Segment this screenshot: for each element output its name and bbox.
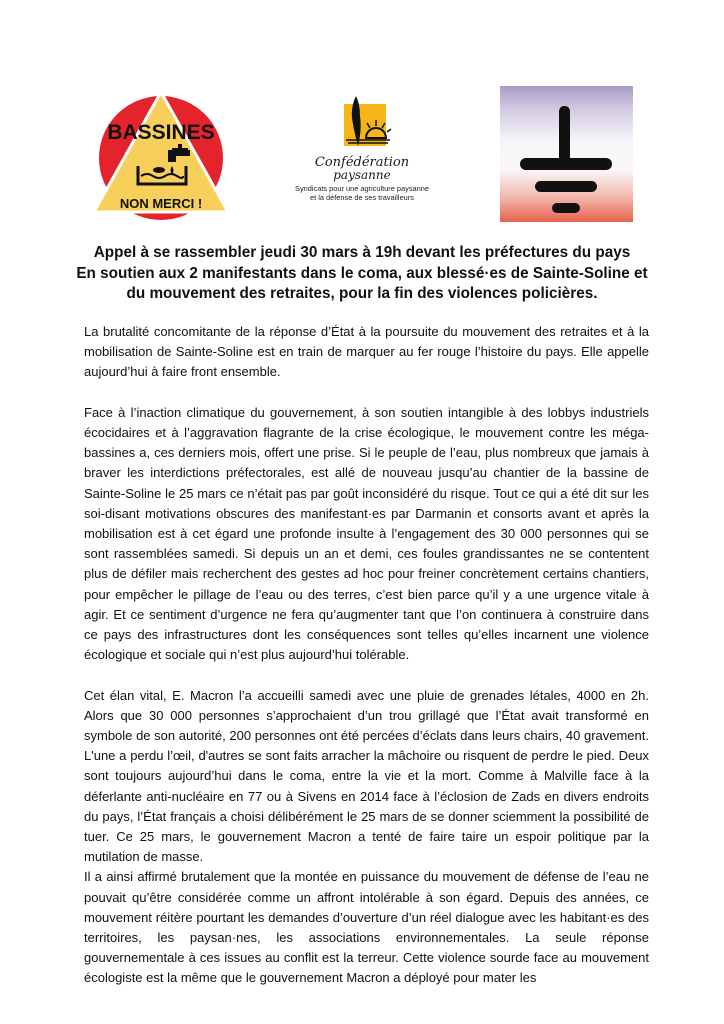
confederation-name: Confédération [314,155,410,170]
paragraph-1: La brutalité concomitante de la réponse d’État à la poursuite du mouvement des retraites et à la mobilisation de Sainte-Soline est en train de marquer au fer rouge l’histoire du pays. Elle appelle aujourd’hui à faire front ensemble. [84,324,649,380]
paysanne-name: paysanne [333,168,391,182]
wheat-sun-icon [332,92,392,152]
title-line-2: En soutien aux 2 manifestants dans le coma, aux blessé·es de Sainte-Soline et [76,264,648,282]
non-merci-text: NON MERCI ! [119,196,203,211]
page-title [60,243,664,305]
paragraph-3: Cet élan vital, E. Macron l’a accueilli samedi avec une pluie de grenades létales, 4000 en 2h. Alors que 30 000 personnes s’approchaient d’un trou grillagé que l’État avait transformé en symbole de son autorité, 200 personnes ont été percées d’éclats dans leurs chairs, 40 gravement. L'une a perdu l’œil, d'autres se sont faits arracher la mâchoire ou risquent de perdre le pied. Deux sont toujours aujourd’hui dans le coma, entre la vie et la mort. Comme à Malville face à la déferlante anti-nucléaire en 77 ou à Sivens en 2014 face à l’éclosion de Zads en divers endroits du pays, l’État français a choisi délibérément le 25 mars de se donner sciemment la possibilité de tuer. Ce 25 mars, le gouvernement Macron a tenté de faire taire un espoir politique par la mutilation de masse. [84,687,649,865]
title-line-3: du mouvement des retraites, pour la fin des violences policières. [126,285,598,302]
warning-triangle-icon [88,84,234,224]
bassines-non-merci-logo [88,84,234,224]
paragraph-4: Il a ainsi affirmé brutalement que la montée en puissance du mouvement de défense de l’eau ne pouvait qu’être considérée comme un affront intolérable à son égard. Depuis des années, ce mouvement réitère pourtant les demandes d’ouverture d’un réel dialogue avec les habitant·es des territoires, les paysan·nes, les associations environnementales. La seule réponse gouvernementale à ces issues au conflit est la terreur. Cette violence sourde face au mouvement écologiste est la même que le gouvernement Macron a déployé pour mater les [84,869,649,986]
earth-ground-symbol-logo [500,86,633,222]
title-line-1: Appel à se rassembler jeudi 30 mars à 19h devant les préfectures du pays [93,244,631,261]
confederation-subtitle-1: Syndicats pour une agriculture paysanne [295,184,429,193]
paragraph-2: Face à l’inaction climatique du gouvernement, à son soutien intangible à des lobbys industriels écocidaires et à l’aggravation flagrante de la crise écologique, le mouvement contre les méga-bassines a, ces derniers mois, offert une prise. Si le peuple de l’eau, plus nombreux que jamais à braver les interdictions préfectorales, est allé de nouveau jusqu’au chantier de la bassine de Sainte-Soline le 25 mars ce n’était pas par goût inconsidéré du risque. Tout ce qui a été dit sur les soi-disant motivations obscures des manifestant·es par Darmanin et consorts avant et après la mobilisation est à cet égard une profonde insulte à l’engagement des 30 000 personnes qui se sont rassemblées samedi. Si depuis un an et demi, ces foules grandissantes ne se contentent plus de défiler mais recherchent des gestes ad hoc pour freiner concrètement certains chantiers, pour empêcher le pillage de l’eau ou des terres, c’est bien parce qu’il y a une urgence vitale à agir. Et ce sentiment d’urgence ne fera qu’augmenter tant que l’on continuera à construire dans ce pays des infrastructures dont les conséquences sont telles qu’elles incarnent une violence écologique et sociale qui n’est plus aujourd’hui tolérable. [84,404,649,663]
confederation-paysanne-logo [282,92,442,224]
body-text [84,322,649,989]
bassines-text: BASSINES [107,121,215,144]
logo-row [0,80,724,230]
ground-symbol-icon [500,86,633,222]
confederation-subtitle-2: et la défense de ses travailleurs [310,193,414,202]
